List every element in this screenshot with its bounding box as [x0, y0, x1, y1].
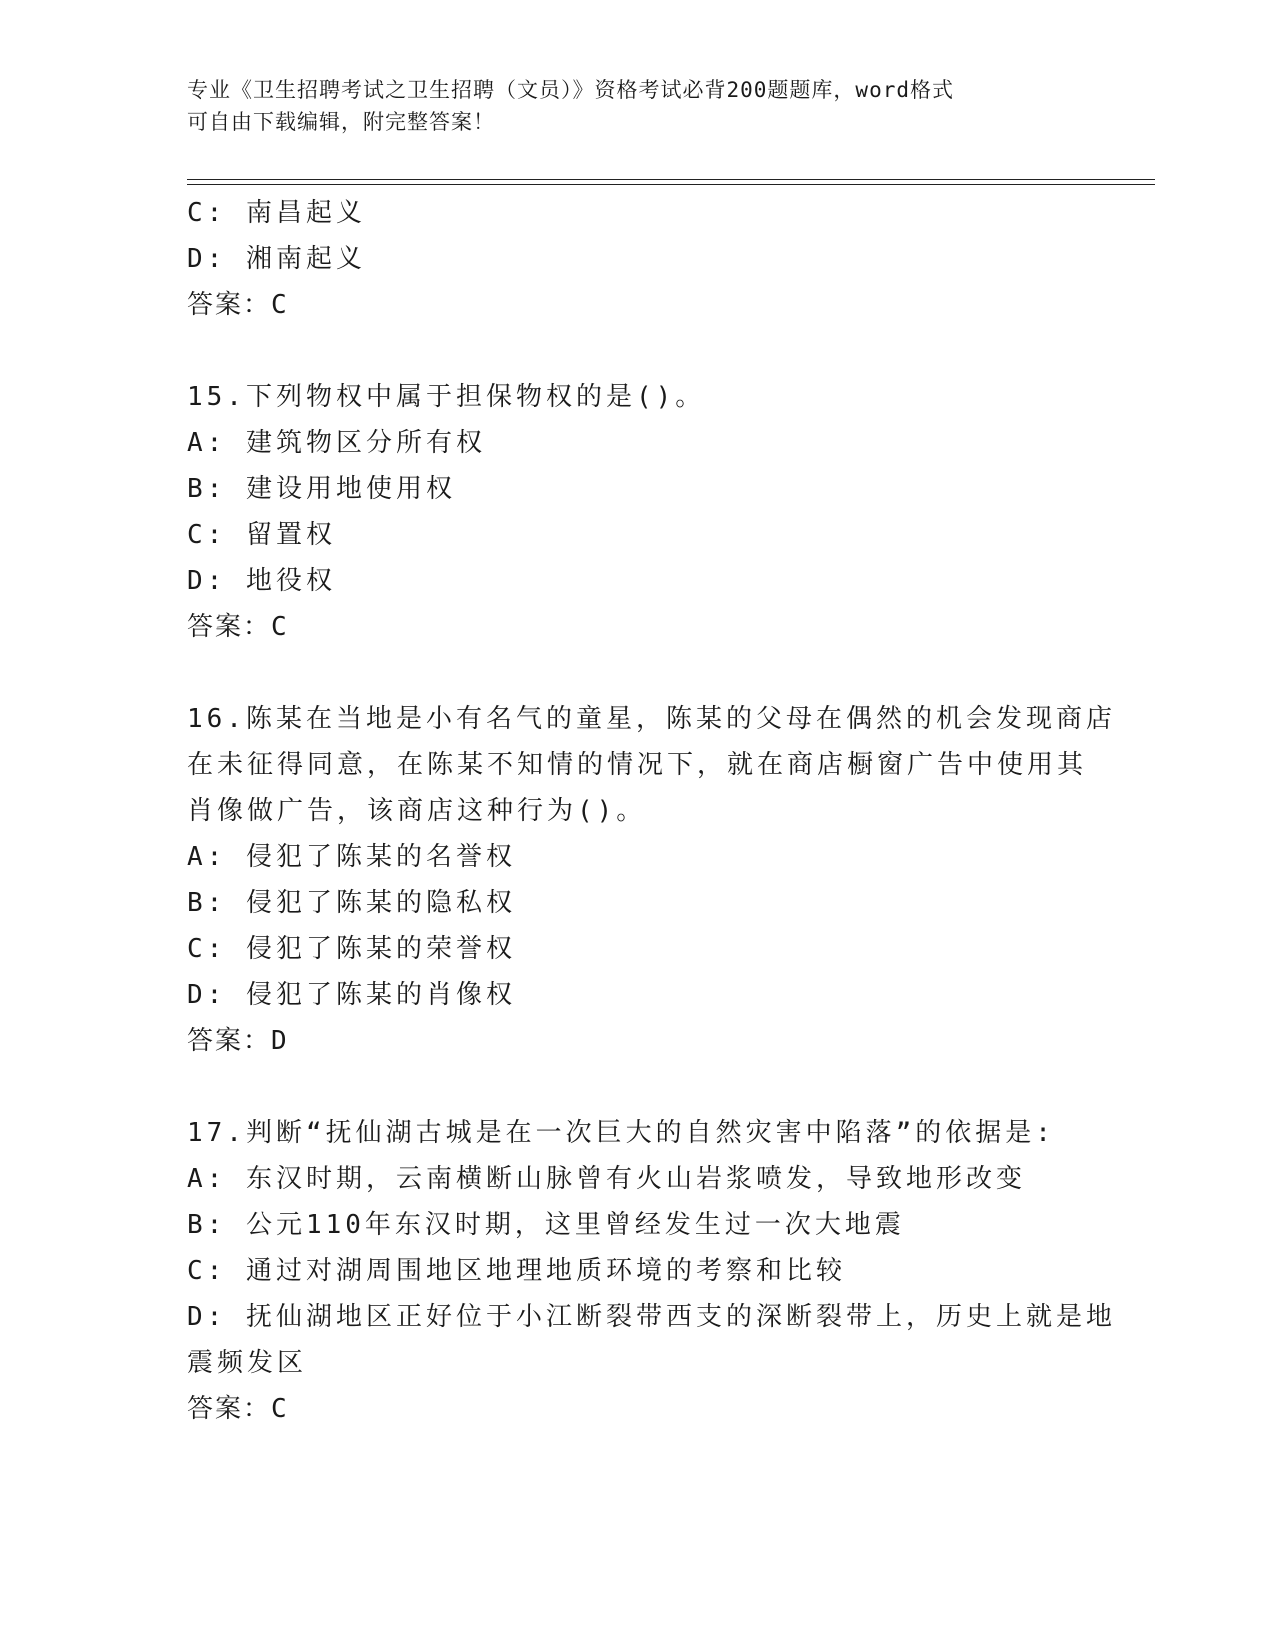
question-stem: 15.下列物权中属于担保物权的是()。 — [187, 382, 706, 412]
option-c: C: 通过对湖周围地区地理地质环境的考察和比较 — [187, 1256, 846, 1286]
option-c: C: 留置权 — [187, 520, 336, 550]
question-15 — [187, 374, 1087, 650]
option-b: B: 建设用地使用权 — [187, 474, 456, 504]
option-a: A: 侵犯了陈某的名誉权 — [187, 842, 516, 872]
header-line-2: 可自由下载编辑，附完整答案！ — [187, 110, 495, 134]
question-16 — [187, 696, 1116, 1064]
option-d-line-2: 震频发区 — [187, 1348, 308, 1378]
header-divider-top — [187, 179, 1155, 180]
option-a: A: 建筑物区分所有权 — [187, 428, 486, 458]
question-stem-line-2: 在未征得同意，在陈某不知情的情况下，就在商店橱窗广告中使用其 — [187, 750, 1088, 780]
spacer — [187, 650, 1087, 696]
question-stem-line-1: 16.陈某在当地是小有名气的童星，陈某的父母在偶然的机会发现商店 — [187, 704, 1116, 734]
header-line-1: 专业《卫生招聘考试之卫生招聘（文员）》资格考试必背200题题库，word格式 — [187, 78, 954, 102]
option-d: D: 湘南起义 — [187, 244, 366, 274]
option-b: B: 侵犯了陈某的隐私权 — [187, 888, 516, 918]
option-b: B: 公元110年东汉时期，这里曾经发生过一次大地震 — [187, 1210, 905, 1240]
answer: 答案：C — [187, 290, 289, 320]
question-17 — [187, 1110, 1116, 1432]
spacer — [187, 328, 1087, 374]
page-header — [187, 74, 1087, 138]
answer: 答案：D — [187, 1026, 289, 1056]
option-d-line-1: D: 抚仙湖地区正好位于小江断裂带西支的深断裂带上，历史上就是地 — [187, 1302, 1116, 1332]
question-stem: 17.判断“抚仙湖古城是在一次巨大的自然灾害中陷落”的依据是: — [187, 1118, 1055, 1148]
option-c: C: 侵犯了陈某的荣誉权 — [187, 934, 516, 964]
option-c: C: 南昌起义 — [187, 198, 366, 228]
question-14-tail — [187, 190, 1087, 328]
answer: 答案：C — [187, 612, 289, 642]
question-list — [187, 190, 1116, 1432]
header-divider-bottom — [187, 184, 1155, 185]
spacer — [187, 1064, 1087, 1110]
answer: 答案：C — [187, 1394, 289, 1424]
option-d: D: 地役权 — [187, 566, 336, 596]
question-stem-line-3: 肖像做广告，该商店这种行为()。 — [187, 796, 647, 826]
option-d: D: 侵犯了陈某的肖像权 — [187, 980, 516, 1010]
option-a: A: 东汉时期，云南横断山脉曾有火山岩浆喷发，导致地形改变 — [187, 1164, 1026, 1194]
